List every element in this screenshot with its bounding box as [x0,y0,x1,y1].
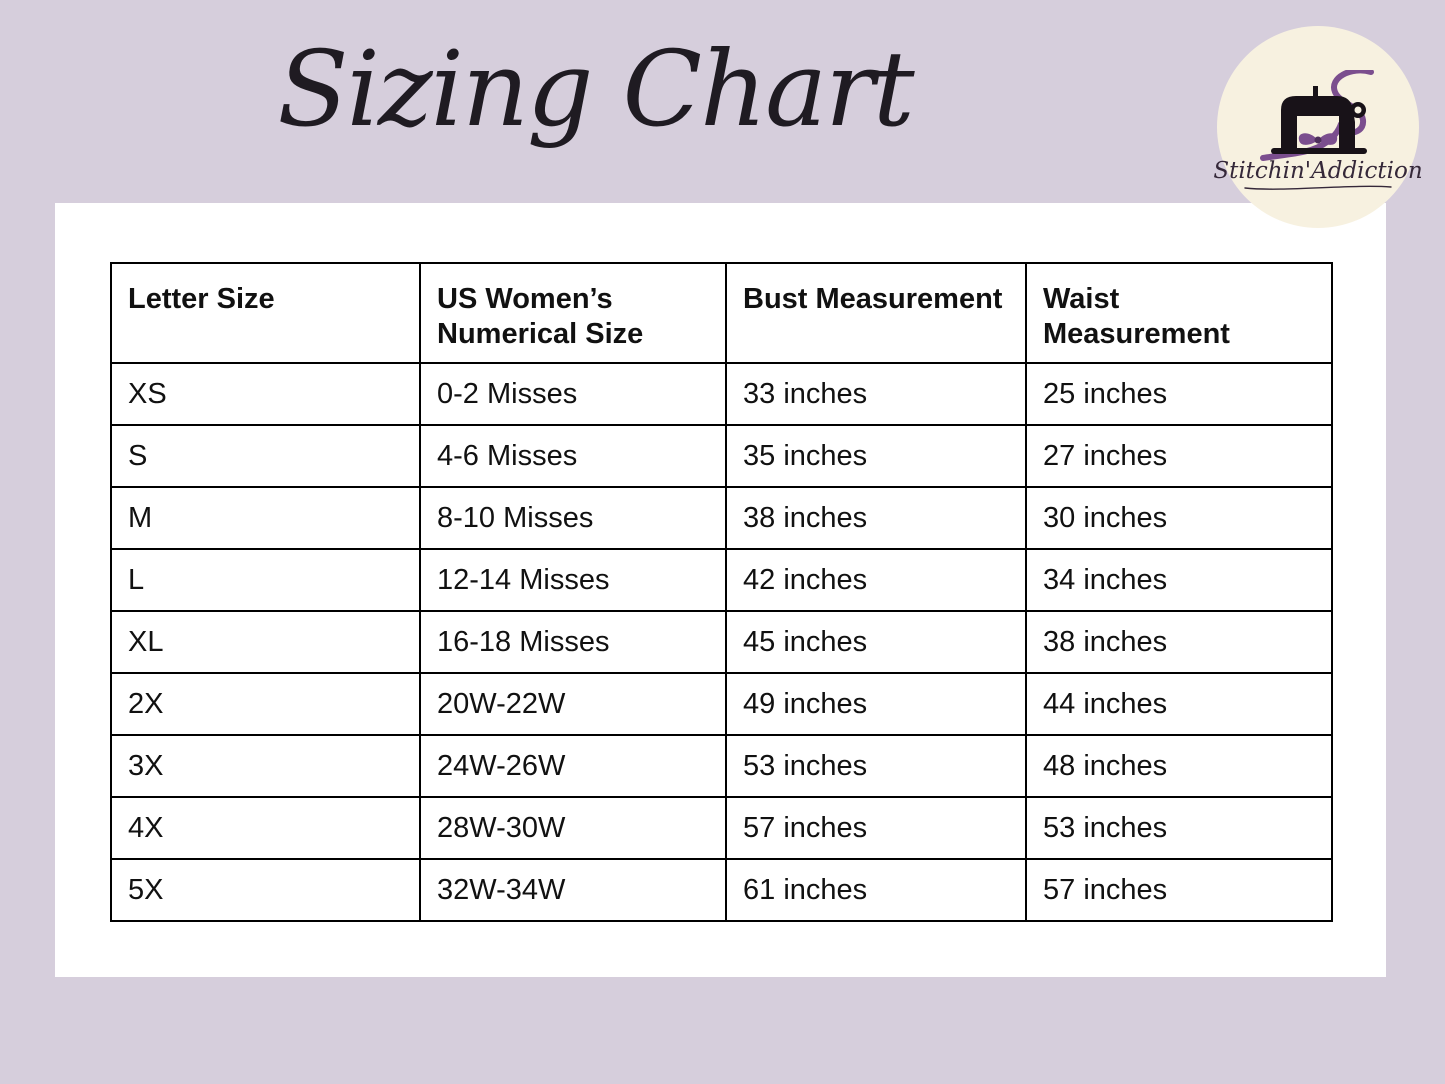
table-cell: 30 inches [1026,487,1332,549]
table-body [111,363,1332,921]
table-cell: 53 inches [726,735,1026,797]
table-cell: 38 inches [726,487,1026,549]
header-numerical-size: US Women’s Numerical Size [420,263,726,363]
table-row [111,363,1332,425]
table-cell: 4-6 Misses [420,425,726,487]
table-cell: 8-10 Misses [420,487,726,549]
table-cell: 49 inches [726,673,1026,735]
table-cell: 33 inches [726,363,1026,425]
table-row [111,425,1332,487]
table-cell: 3X [111,735,420,797]
table-cell: 45 inches [726,611,1026,673]
table-cell: S [111,425,420,487]
table-row [111,797,1332,859]
table-cell: 25 inches [1026,363,1332,425]
table-cell: 57 inches [1026,859,1332,921]
table-cell: 27 inches [1026,425,1332,487]
table-cell: 48 inches [1026,735,1332,797]
header-waist: Waist Measurement [1026,263,1332,363]
table-row [111,859,1332,921]
header-row [111,263,1332,363]
sewing-machine-icon [1259,70,1377,162]
table-cell: L [111,549,420,611]
table-header [111,263,1332,363]
table-cell: 35 inches [726,425,1026,487]
table-cell: 53 inches [1026,797,1332,859]
table-cell: 28W-30W [420,797,726,859]
header-bust: Bust Measurement [726,263,1026,363]
chart-card [55,203,1386,977]
table-cell: 0-2 Misses [420,363,726,425]
table-cell: 5X [111,859,420,921]
table-row [111,735,1332,797]
table-row [111,611,1332,673]
table-cell: 12-14 Misses [420,549,726,611]
header-letter-size: Letter Size [111,263,420,363]
table-row [111,673,1332,735]
table-cell: 44 inches [1026,673,1332,735]
table-cell: M [111,487,420,549]
table-cell: 32W-34W [420,859,726,921]
page-title: Sizing Chart [277,28,913,150]
table-cell: 57 inches [726,797,1026,859]
table-cell: 24W-26W [420,735,726,797]
brand-logo [1213,26,1423,228]
table-cell: 38 inches [1026,611,1332,673]
table-cell: 2X [111,673,420,735]
table-cell: XL [111,611,420,673]
table-row [111,487,1332,549]
table-cell: 20W-22W [420,673,726,735]
table-cell: 42 inches [726,549,1026,611]
flourish-icon [1243,182,1393,192]
table-row [111,549,1332,611]
table-cell: 34 inches [1026,549,1332,611]
table-cell: XS [111,363,420,425]
brand-name: Stitchin'Addiction [1213,158,1423,184]
table-cell: 4X [111,797,420,859]
table-cell: 61 inches [726,859,1026,921]
sizing-table [110,262,1333,922]
table-cell: 16-18 Misses [420,611,726,673]
